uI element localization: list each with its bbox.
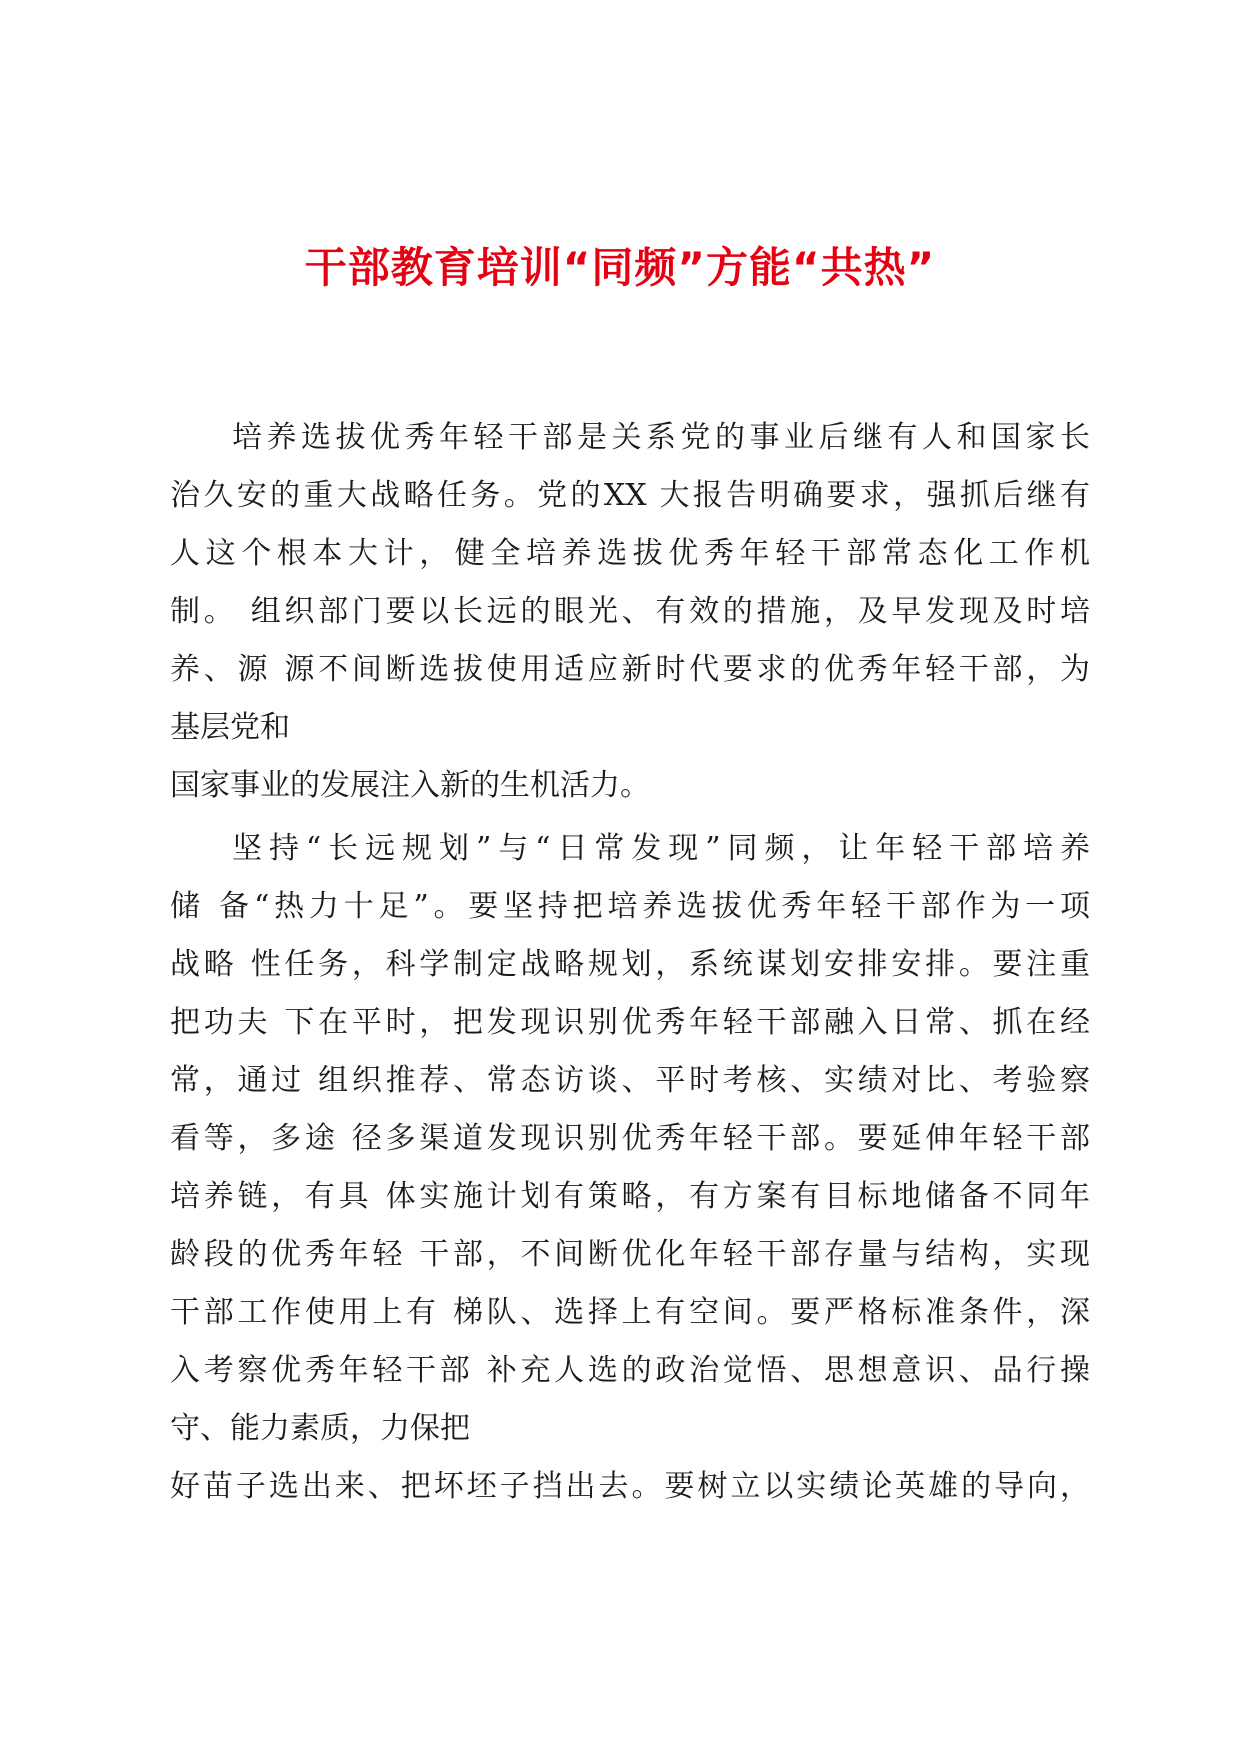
paragraph-line: 养、源 源不间断选拔使用适应新时代要求的优秀年轻干部，为 — [170, 652, 1090, 687]
paragraph-line: 坚持“长远规划”与“日常发现”同频，让年轻干部培养 — [232, 831, 1090, 866]
paragraph-line: 好苗子选出来、把坏坯子挡出去。要树立以实绩论英雄的导向， — [170, 1469, 1090, 1504]
paragraph-2 — [170, 820, 1090, 1516]
paragraph-line: 国家事业的发展注入新的生机活力。 — [170, 768, 650, 803]
paragraph-line: 基层党和 — [170, 710, 290, 745]
paragraph-line: 制。 组织部门要以长远的眼光、有效的措施，及早发现及时培 — [170, 594, 1090, 629]
paragraph-line: 入考察优秀年轻干部 补充人选的政治觉悟、思想意识、品行操 — [170, 1353, 1090, 1388]
paragraph-line: 治久安的重大战略任务。党的XX 大报告明确要求，强抓后继有 — [170, 478, 1090, 513]
paragraph-line: 战略 性任务，科学制定战略规划，系统谋划安排安排。要注重 — [170, 947, 1090, 982]
paragraph-line: 储 备“热力十足”。要坚持把培养选拔优秀年轻干部作为一项 — [170, 889, 1090, 924]
paragraph-line: 看等，多途 径多渠道发现识别优秀年轻干部。要延伸年轻干部 — [170, 1121, 1090, 1156]
paragraph-line: 干部工作使用上有 梯队、选择上有空间。要严格标准条件，深 — [170, 1295, 1090, 1330]
document-title: 干部教育培训“同频”方能“共热” — [304, 243, 936, 292]
paragraph-line: 龄段的优秀年轻 干部，不间断优化年轻干部存量与结构，实现 — [170, 1237, 1090, 1272]
paragraph-line: 守、能力素质，力保把 — [170, 1411, 470, 1446]
paragraph-line: 培养选拔优秀年轻干部是关系党的事业后继有人和国家长 — [232, 420, 1090, 455]
paragraph-line: 常，通过 组织推荐、常态访谈、平时考核、实绩对比、考验察 — [170, 1063, 1090, 1098]
paragraph-line: 把功夫 下在平时，把发现识别优秀年轻干部融入日常、抓在经 — [170, 1005, 1090, 1040]
paragraph-line: 人这个根本大计，健全培养选拔优秀年轻干部常态化工作机 — [170, 536, 1090, 571]
paragraph-1 — [170, 409, 1090, 815]
paragraph-line: 培养链，有具 体实施计划有策略，有方案有目标地储备不同年 — [170, 1179, 1090, 1214]
